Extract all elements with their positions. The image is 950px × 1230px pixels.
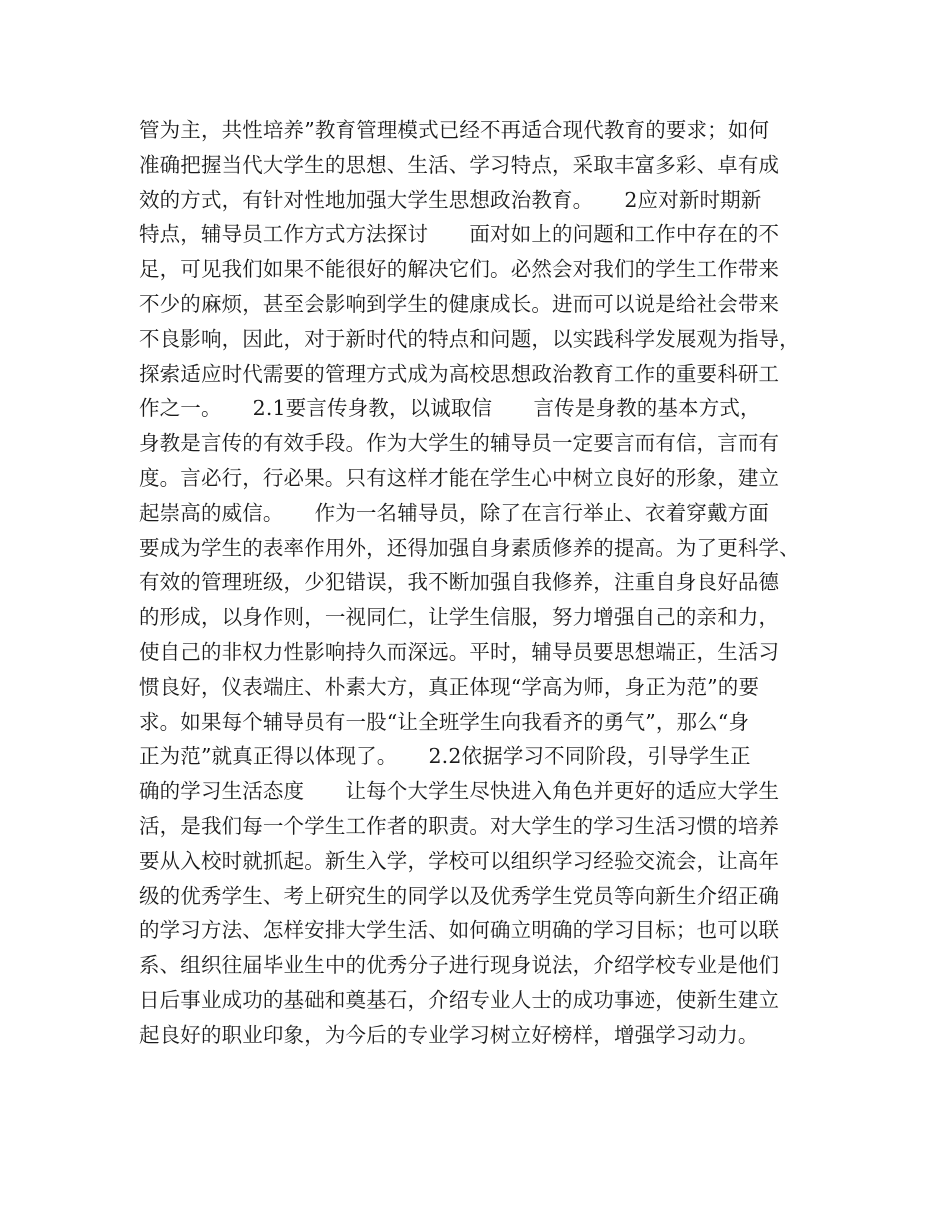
text-line: 探索适应时代需要的管理方式成为高校思想政治教育工作的重要科研工 [139, 361, 780, 386]
text-line: 的学习方法、怎样安排大学生活、如何确立明确的学习目标；也可以联 [139, 918, 780, 943]
text-line: 有效的管理班级，少犯错误，我不断加强自我修养，注重自身良好品德 [139, 570, 780, 595]
text-line: 日后事业成功的基础和奠基石，介绍专业人士的成功事迹，使新生建立 [139, 987, 780, 1012]
text-line: 作之一。 2.1要言传身教，以诚取信 言传是身教的基本方式， [139, 396, 761, 421]
text-line: 度。言必行，行必果。只有这样才能在学生心中树立良好的形象，建立 [139, 465, 780, 490]
text-line: 确的学习生活态度 让每个大学生尽快进入角色并更好的适应大学生 [139, 779, 780, 804]
text-line: 效的方式，有针对性地加强大学生思想政治教育。 2应对新时期新 [139, 187, 762, 212]
text-line: 系、组织往届毕业生中的优秀分子进行现身说法，介绍学校专业是他们 [139, 953, 780, 978]
text-line: 准确把握当代大学生的思想、生活、学习特点，采取丰富多彩、卓有成 [139, 152, 780, 177]
text-line: 起崇高的威信。 作为一名辅导员，除了在言行举止、衣着穿戴方面 [139, 500, 769, 525]
text-line: 要从入校时就抓起。新生入学，学校可以组织学习经验交流会，让高年 [139, 848, 780, 873]
text-line: 活，是我们每一个学生工作者的职责。对大学生的学习生活习惯的培养 [139, 813, 780, 838]
text-line: 使自己的非权力性影响持久而深远。平时，辅导员要思想端正，生活习 [139, 639, 780, 664]
text-line: 不少的麻烦，甚至会影响到学生的健康成长。进而可以说是给社会带来 [139, 291, 780, 316]
body-text [139, 113, 829, 1053]
text-line: 特点，辅导员工作方式方法探讨 面对如上的问题和工作中存在的不 [139, 222, 780, 247]
text-line: 级的优秀学生、考上研究生的同学以及优秀学生党员等向新生介绍正确 [139, 883, 780, 908]
text-line: 的形成，以身作则，一视同仁，让学生信服，努力增强自己的亲和力， [139, 605, 780, 630]
text-line: 管为主，共性培养”教育管理模式已经不再适合现代教育的要求；如何 [139, 118, 770, 142]
text-line: 求。如果每个辅导员有一股“让全班学生向我看齐的勇气”，那么“身 [139, 709, 750, 734]
text-line: 要成为学生的表率作用外，还得加强自身素质修养的提高。为了更科学、 [139, 535, 800, 560]
text-line: 惯良好，仪表端庄、朴素大方，真正体现“学高为师，身正为范”的要 [139, 674, 760, 699]
text-line: 足，可见我们如果不能很好的解决它们。必然会对我们的学生工作带来 [139, 257, 780, 282]
text-line: 起良好的职业印象，为今后的专业学习树立好榜样，增强学习动力。 [139, 1022, 759, 1047]
text-line: 身教是言传的有效手段。作为大学生的辅导员一定要言而有信，言而有 [139, 431, 780, 456]
text-line: 不良影响，因此，对于新时代的特点和问题，以实践科学发展观为指导， [139, 326, 800, 351]
text-line: 正为范”就真正得以体现了。 2.2依据学习不同阶段，引导学生正 [139, 744, 751, 769]
